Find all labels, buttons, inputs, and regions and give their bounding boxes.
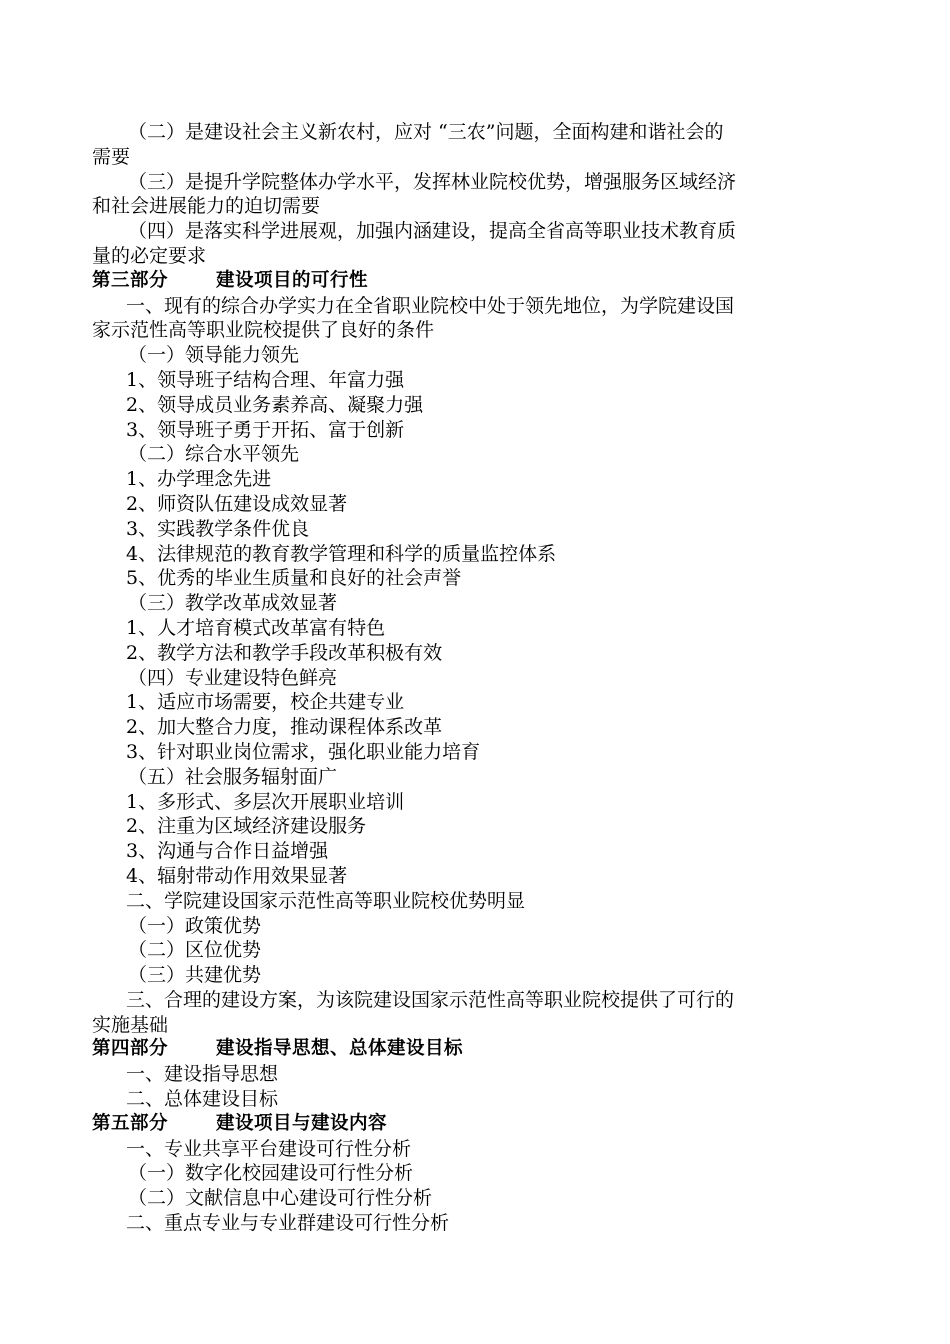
section-number: 第五部分 [92, 1112, 169, 1134]
outline-item: 二、总体建设目标 [126, 1088, 279, 1111]
outline-item: 2、教学方法和教学手段改革积极有效 [126, 641, 443, 664]
continuation-line: 实施基础 [92, 1013, 169, 1036]
outline-item: 一、建设指导思想 [126, 1063, 279, 1086]
outline-item: 3、领导班子勇于开拓、富于创新 [126, 418, 405, 441]
outline-item: 2、注重为区域经济建设服务 [126, 815, 367, 838]
outline-item: 1、人才培育模式改革富有特色 [126, 616, 386, 639]
continuation-line: 家示范性高等职业院校提供了良好的条件 [92, 319, 435, 342]
outline-item: 一、专业共享平台建设可行性分析 [126, 1137, 412, 1160]
outline-item: 2、师资队伍建设成效显著 [126, 492, 348, 515]
section-heading [92, 1037, 862, 1062]
outline-item: 3、实践教学条件优良 [126, 517, 310, 540]
outline-item: （五）社会服务辐射面广 [128, 765, 338, 788]
continuation-line: 和社会进展能力的迫切需要 [92, 195, 321, 218]
section-heading [92, 269, 862, 294]
outline-item: 4、法律规范的教育教学管理和科学的质量监控体系 [126, 542, 557, 565]
section-title: 建设指导思想、总体建设目标 [216, 1038, 464, 1060]
outline-item: （一）数字化校园建设可行性分析 [128, 1162, 414, 1185]
section-title: 建设项目的可行性 [216, 269, 369, 291]
outline-item: 2、加大整合力度，推动课程体系改革 [126, 716, 443, 739]
section-title: 建设项目与建设内容 [216, 1112, 388, 1134]
outline-item: （三）共建优势 [128, 964, 262, 987]
outline-item: （二）是建设社会主义新农村，应对 “三农”问题，全面构建和谐社会的 [128, 121, 724, 143]
outline-item: （三）是提升学院整体办学水平，发挥林业院校优势，增强服务区域经济 [128, 170, 737, 193]
outline-item: （四）是落实科学进展观，加强内涵建设，提高全省高等职业技术教育质 [128, 220, 737, 243]
outline-item: 2、领导成员业务素养高、凝聚力强 [126, 393, 424, 416]
outline-item: 二、重点专业与专业群建设可行性分析 [126, 1212, 450, 1235]
outline-item: 1、领导班子结构合理、年富力强 [126, 368, 405, 391]
outline-item: 3、针对职业岗位需求，强化职业能力培育 [126, 740, 481, 763]
outline-item: （一）政策优势 [128, 914, 262, 937]
outline-item: 1、适应市场需要，校企共建专业 [126, 691, 405, 714]
outline-item: 3、沟通与合作日益增强 [126, 840, 329, 863]
continuation-line: 量的必定要求 [92, 244, 207, 267]
document-body [92, 120, 862, 1236]
section-heading [92, 1112, 862, 1137]
outline-item: （二）综合水平领先 [128, 443, 300, 466]
outline-item: 二、学院建设国家示范性高等职业院校优势明显 [126, 889, 526, 912]
outline-item: （三）教学改革成效显著 [128, 592, 338, 615]
outline-item: 1、办学理念先进 [126, 468, 272, 491]
section-number: 第三部分 [92, 269, 169, 291]
outline-item: 一、现有的综合办学实力在全省职业院校中处于领先地位，为学院建设国 [126, 294, 735, 317]
section-number: 第四部分 [92, 1038, 169, 1060]
outline-item: （二）文献信息中心建设可行性分析 [128, 1187, 433, 1210]
outline-item: 三、合理的建设方案，为该院建设国家示范性高等职业院校提供了可行的 [126, 988, 735, 1011]
outline-item: （二）区位优势 [128, 939, 262, 962]
outline-item: 4、辐射带动作用效果显著 [126, 864, 348, 887]
continuation-line: 需要 [92, 145, 131, 168]
outline-item: （一）领导能力领先 [128, 344, 300, 367]
outline-item: 1、多形式、多层次开展职业培训 [126, 790, 405, 813]
outline-item: 5、优秀的毕业生质量和良好的社会声誉 [126, 567, 462, 590]
outline-item: （四）专业建设特色鲜亮 [128, 666, 338, 689]
